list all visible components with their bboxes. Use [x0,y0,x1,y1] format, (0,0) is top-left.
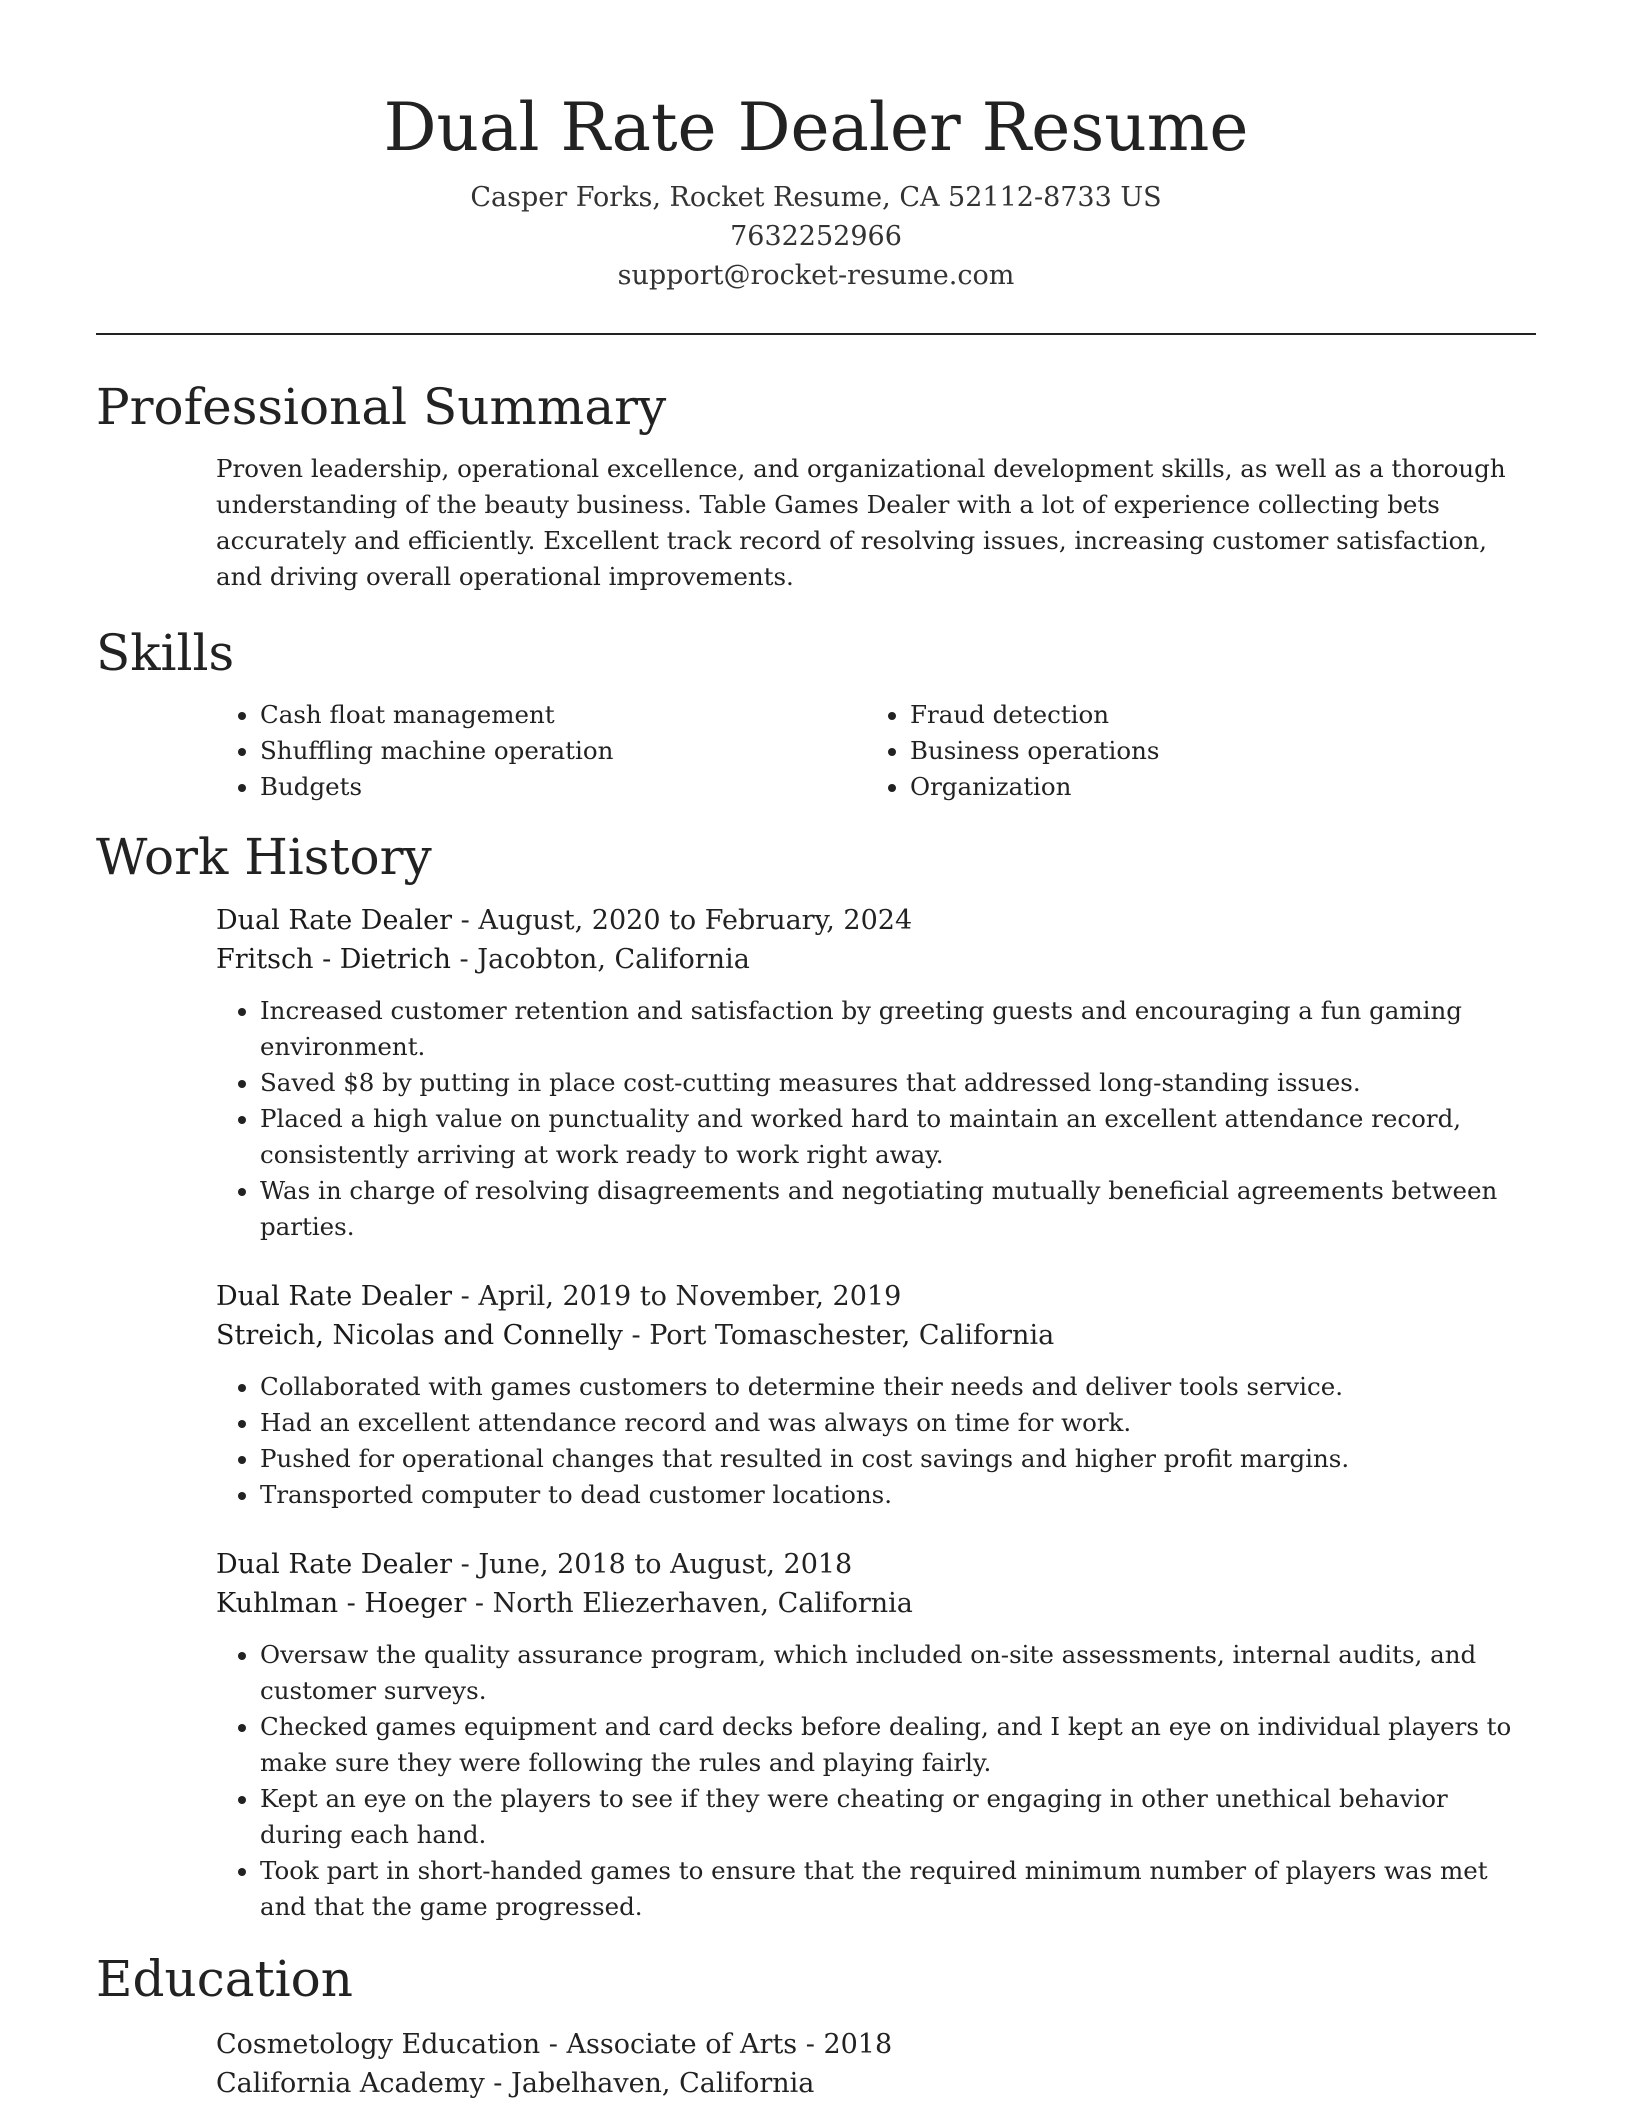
degree-line: Cosmetology Education - Associate of Arts - 2018 [216,2029,893,2060]
job-bullet: • Increased customer retention and satisfaction by greeting guests and encouraging a fun gaming environment. [260,993,1536,1065]
job-bullet: • Transported computer to dead customer locations. [260,1477,1536,1513]
job-entry [96,901,1536,1245]
skill-item: • Business operations [910,733,1516,769]
job-dates: April, 2019 to November, 2019 [478,1281,902,1312]
job-bullets [216,993,1536,1245]
job-title-line: Dual Rate Dealer - June, 2018 to August, 2018 [216,1549,853,1580]
job-location: Jacobton, California [477,944,750,975]
job-bullet: • Oversaw the quality assurance program, which included on-site assessments, internal audits, and customer surveys. [260,1637,1536,1709]
job-bullet: • Placed a high value on punctuality and worked hard to maintain an excellent attendance record, consistently arriving at work ready to work right away. [260,1101,1536,1173]
work-history-heading: Work History [96,828,432,886]
job-title-line: Dual Rate Dealer - April, 2019 to November, 2019 [216,1281,902,1312]
job-bullet: • Collaborated with games customers to determine their needs and deliver tools service. [260,1369,1536,1405]
job-role: Dual Rate Dealer [216,1549,453,1580]
company-name: Kuhlman - Hoeger [216,1588,467,1619]
skills-list [96,697,1536,805]
contact-info [96,178,1536,295]
skill-item: • Fraud detection [910,697,1516,733]
skill-item: • Budgets [260,769,866,805]
resume-header [96,0,1536,295]
skills-column-right [866,697,1516,805]
job-bullets [216,1369,1536,1513]
skill-item: • Shuffling machine operation [260,733,866,769]
company-name: Fritsch - Dietrich [216,944,451,975]
education-heading: Education [96,1950,353,2008]
phone: 7632252966 [730,221,902,252]
job-entry [96,1545,1536,1925]
summary-section [96,451,1536,595]
resume-title: Dual Rate Dealer Resume [383,89,1249,166]
header-divider [96,333,1536,335]
company-line: Kuhlman - Hoeger - North Eliezerhaven, California [216,1588,913,1619]
job-bullet: • Was in charge of resolving disagreements and negotiating mutually beneficial agreements between parties. [260,1173,1536,1245]
job-entry [96,1277,1536,1513]
job-bullet: • Saved $8 by putting in place cost-cutting measures that addressed long-standing issues. [260,1065,1536,1101]
summary-heading: Professional Summary [96,378,667,436]
job-title-line: Dual Rate Dealer - August, 2020 to February, 2024 [216,905,913,936]
company-line: Streich, Nicolas and Connelly - Port Tomaschester, California [216,1320,1055,1351]
skills-heading: Skills [96,624,235,682]
job-dates: August, 2020 to February, 2024 [478,905,913,936]
education-entry [96,2025,1536,2103]
job-bullet: • Took part in short-handed games to ensure that the required minimum number of players was met and that the game progressed. [260,1853,1536,1925]
summary-text: Proven leadership, operational excellence, and organizational development skills, as well as a thorough understanding of the beauty business. Table Games Dealer with a lot of experience collecting bets accurately and efficiently. Excellent track record of resolving issues, increasing customer satisfaction, and driving overall operational improvements. [216,454,1506,591]
address: Casper Forks, Rocket Resume, CA 52112-8733 US [470,182,1162,213]
email: support@rocket-resume.com [617,260,1015,291]
company-name: Streich, Nicolas and Connelly [216,1320,623,1351]
skill-item: • Cash float management [260,697,866,733]
job-location: Port Tomaschester, California [649,1320,1055,1351]
skill-item: • Organization [910,769,1516,805]
company-line: Fritsch - Dietrich - Jacobton, California [216,944,750,975]
job-bullet: • Kept an eye on the players to see if they were cheating or engaging in other unethical behavior during each hand. [260,1781,1536,1853]
job-bullet: • Checked games equipment and card decks before dealing, and I kept an eye on individual players to make sure they were following the rules and playing fairly. [260,1709,1536,1781]
job-dates: June, 2018 to August, 2018 [478,1549,853,1580]
job-bullets [216,1637,1536,1925]
school-line: California Academy - Jabelhaven, California [216,2068,815,2099]
job-role: Dual Rate Dealer [216,1281,453,1312]
job-bullet: • Had an excellent attendance record and was always on time for work. [260,1405,1536,1441]
job-bullet: • Pushed for operational changes that resulted in cost savings and higher profit margins. [260,1441,1536,1477]
job-location: North Eliezerhaven, California [492,1588,913,1619]
job-role: Dual Rate Dealer [216,905,453,936]
resume-page [96,0,1536,2103]
skills-column-left [216,697,866,805]
